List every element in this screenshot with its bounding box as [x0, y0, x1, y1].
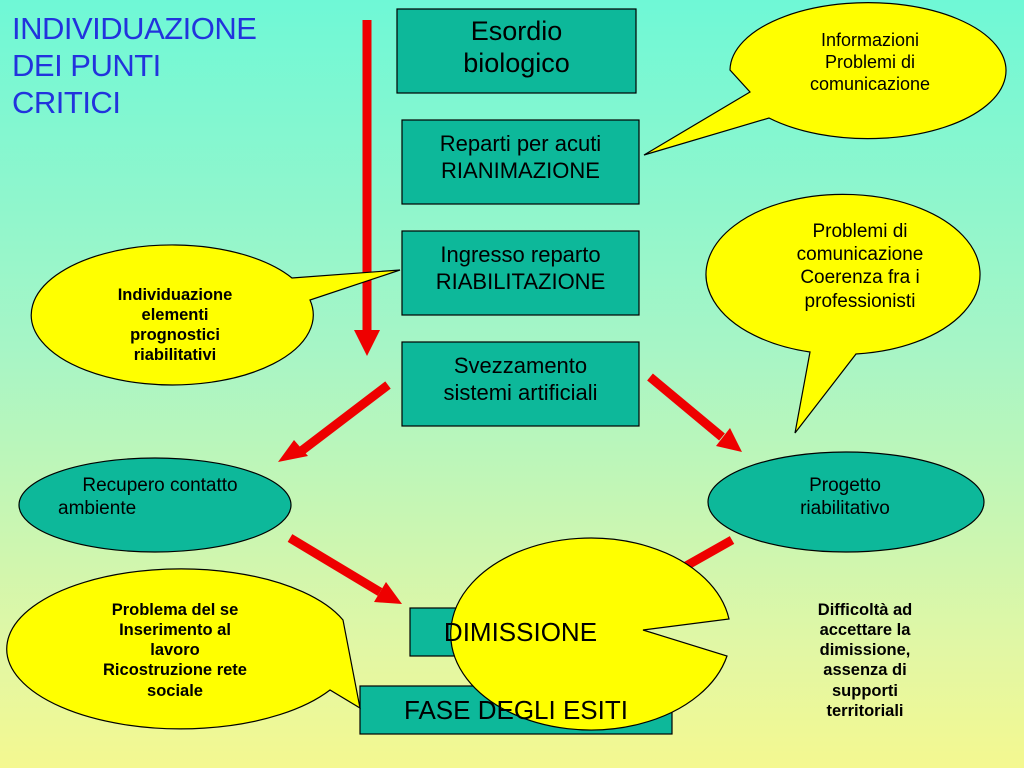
box-esordio-label [397, 15, 636, 80]
title-line: DEI PUNTI [12, 48, 161, 84]
callout-difficolta-text [765, 600, 965, 721]
dimissione-label: DIMISSIONE [443, 617, 598, 647]
callout-line: prognostici [130, 326, 220, 345]
box-line: biologico [463, 48, 570, 79]
oval-line: Recupero contatto [82, 475, 238, 496]
oval-line: riabilitativo [800, 498, 890, 520]
callout-line: comunicazione [796, 244, 924, 266]
callout-line: Coerenza fra i [800, 267, 920, 289]
callout-line: Individuazione [117, 286, 233, 304]
callout-line: comunicazione [809, 73, 931, 94]
callout-line: Inserimento al [119, 621, 231, 640]
callout-problemi-text [740, 220, 980, 313]
box-svezzamento-label [402, 353, 639, 407]
callout-line: riabilitativi [133, 346, 217, 365]
callout-line: Ricostruzione rete [103, 661, 247, 680]
box-line: Svezzamento [453, 353, 588, 378]
box-line: Esordio [470, 16, 563, 46]
callout-line: elementi [141, 306, 209, 325]
callout-line: supporti [832, 681, 898, 700]
box-line: Reparti per acuti [439, 131, 602, 156]
oval-progetto-label [720, 474, 970, 520]
arrow-to-left-oval [278, 385, 388, 462]
box-ingresso-label [402, 242, 639, 296]
callout-line: Problema del se [111, 601, 239, 619]
box-line: RIABILITAZIONE [435, 268, 606, 294]
box-line: RIANIMAZIONE [441, 157, 600, 183]
fase-esiti-label: FASE DEGLI ESITI [404, 695, 628, 725]
callout-line: professionisti [804, 290, 916, 312]
title-line: INDIVIDUAZIONE [12, 11, 257, 46]
title-line: CRITICI [12, 85, 121, 121]
callout-line: lavoro [150, 641, 200, 660]
callout-line: dimissione, [819, 641, 911, 660]
oval-line: ambiente [58, 498, 137, 520]
callout-line: assenza di [823, 661, 907, 680]
oval-recupero-label [30, 474, 290, 520]
callout-line: Problemi di [824, 51, 916, 72]
callout-line: Informazioni [820, 30, 920, 50]
arrow-to-right-oval [650, 377, 742, 452]
callout-line: Difficoltà ad [817, 601, 913, 619]
callout-line: accettare la [819, 621, 911, 640]
callout-informazioni-text [755, 30, 985, 96]
oval-line: Progetto [809, 475, 881, 496]
callout-line: sociale [147, 681, 203, 700]
callout-line: territoriali [826, 701, 904, 720]
box-line: sistemi artificiali [443, 379, 598, 405]
callout-problema-se-text [55, 600, 295, 701]
timeline-arrow [354, 20, 380, 356]
box-reparti-label [402, 131, 639, 185]
callout-line: Problemi di [812, 221, 908, 242]
box-line: Ingresso reparto [440, 242, 601, 267]
page-title [12, 10, 342, 122]
callout-individuazione-text [75, 285, 275, 366]
